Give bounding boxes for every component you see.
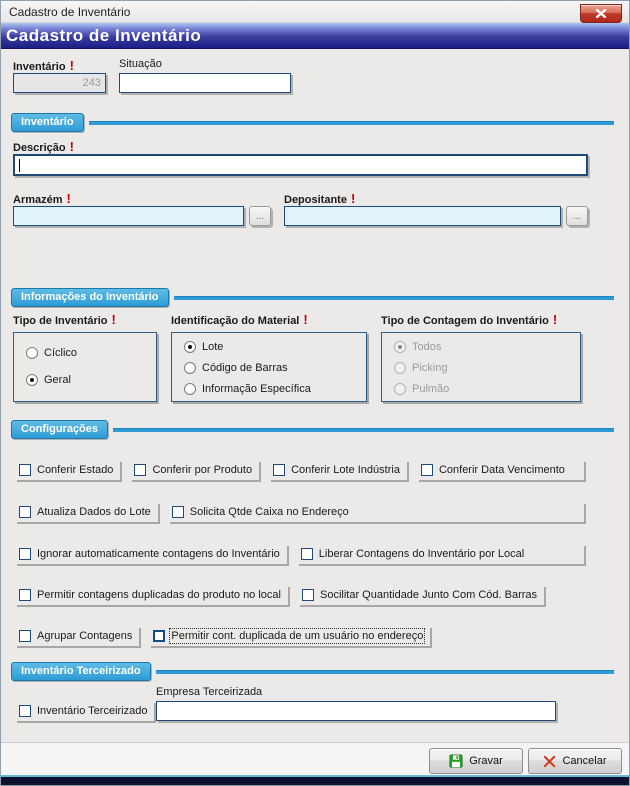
required-icon: !	[350, 191, 356, 206]
close-button[interactable]	[580, 4, 622, 23]
required-icon: !	[66, 191, 71, 206]
depositante-field[interactable]	[284, 206, 561, 226]
checkbox-icon	[134, 464, 146, 476]
checkbox-permitir-contagens-duplicadas[interactable]: Permitir contagens duplicadas do produto no local	[15, 585, 288, 605]
required-icon: !	[111, 312, 116, 327]
radio-option-codigo-barras[interactable]: Código de Barras	[184, 362, 288, 374]
checkbox-icon	[19, 705, 31, 717]
radio-option-ciclico[interactable]: Cíclico	[26, 347, 77, 359]
text-caret	[19, 159, 20, 172]
section-informacoes	[11, 288, 614, 307]
depositante-label: Depositante !	[284, 191, 356, 206]
armazem-browse-button[interactable]: ...	[249, 206, 271, 226]
checkbox-ignorar-contagens[interactable]: Ignorar automaticamente contagens do Inventário	[15, 544, 287, 564]
checkbox-conferir-data-vencimento[interactable]: Conferir Data Vencimento	[417, 460, 584, 480]
radio-option-informacao-especifica[interactable]: Informação Específica	[184, 383, 311, 395]
checkbox-icon	[172, 506, 184, 518]
checkbox-icon	[153, 630, 165, 642]
section-informacoes-chip: Informações do Inventário	[11, 288, 169, 307]
section-terceirizado-chip: Inventário Terceirizado	[11, 662, 151, 681]
checkbox-liberar-contagens-local[interactable]: Liberar Contagens do Inventário por Local	[297, 544, 584, 564]
checkbox-icon	[19, 630, 31, 642]
radio-option-pulmao: Pulmão	[394, 383, 449, 395]
checkbox-icon	[301, 548, 313, 560]
section-inventario-chip: Inventário	[11, 113, 84, 132]
empresa-terceirizada-field[interactable]	[156, 701, 556, 721]
checkbox-conferir-por-produto[interactable]: Conferir por Produto	[130, 460, 259, 480]
radio-icon	[26, 374, 38, 386]
radio-icon	[184, 362, 196, 374]
config-row-5	[15, 626, 584, 646]
radio-icon	[394, 362, 406, 374]
tipo-inventario-group	[13, 332, 157, 402]
identificacao-material-group	[171, 332, 367, 402]
radio-icon	[184, 383, 196, 395]
page-title: Cadastro de Inventário	[6, 25, 202, 45]
checkbox-atualiza-dados-lote[interactable]: Atualiza Dados do Lote	[15, 502, 158, 522]
checkbox-solicita-qtde-caixa[interactable]: Solicita Qtde Caixa no Endereço	[168, 502, 584, 522]
checkbox-inventario-terceirizado[interactable]: Inventário Terceirizado	[15, 701, 154, 721]
checkbox-icon	[19, 589, 31, 601]
armazem-label: Armazém !	[13, 191, 71, 206]
checkbox-icon	[302, 589, 314, 601]
section-configuracoes-chip: Configurações	[11, 420, 108, 439]
section-configuracoes	[11, 420, 614, 439]
tipo-contagem-label: Tipo de Contagem do Inventário !	[381, 312, 558, 327]
checkbox-icon	[273, 464, 285, 476]
title-bar	[1, 1, 629, 23]
inventario-label: Inventário !	[13, 58, 74, 73]
required-icon: !	[552, 312, 558, 327]
descricao-label: Descrição !	[13, 139, 74, 154]
config-row-3	[15, 544, 584, 564]
section-inventario	[11, 113, 614, 132]
empresa-terceirizada-label: Empresa Terceirizada	[156, 686, 263, 698]
radio-option-picking: Picking	[394, 362, 447, 374]
radio-icon	[394, 383, 406, 395]
situacao-field[interactable]	[119, 73, 291, 93]
section-rule	[156, 670, 614, 674]
checkbox-icon	[19, 548, 31, 560]
radio-icon	[394, 341, 406, 353]
window-bottom-strip	[1, 775, 629, 785]
armazem-field[interactable]	[13, 206, 244, 226]
radio-icon	[26, 347, 38, 359]
checkbox-icon	[19, 464, 31, 476]
checkbox-permitir-cont-duplicada-usuario[interactable]: Permitir cont. duplicada de um usuário no endereço	[149, 626, 430, 646]
checkbox-icon	[19, 506, 31, 518]
checkbox-socilitar-quantidade[interactable]: Socilitar Quantidade Junto Com Cód. Barras	[298, 585, 544, 605]
checkbox-conferir-lote-industria[interactable]: Conferir Lote Indústria	[269, 460, 407, 480]
depositante-browse-button[interactable]: ...	[566, 206, 588, 226]
checkbox-icon	[421, 464, 433, 476]
save-button[interactable]: Gravar	[429, 748, 523, 774]
config-row-4	[15, 585, 584, 605]
required-icon: !	[303, 312, 308, 327]
cancel-icon	[543, 755, 556, 768]
inventario-field: 243	[13, 73, 106, 93]
close-icon	[596, 9, 606, 18]
radio-option-todos: Todos	[394, 341, 441, 353]
cancel-button[interactable]: Cancelar	[528, 748, 622, 774]
identificacao-material-label: Identificação do Material !	[171, 312, 308, 327]
footer-bar	[1, 742, 629, 779]
section-rule	[174, 296, 614, 300]
tipo-inventario-label: Tipo de Inventário !	[13, 312, 116, 327]
tipo-contagem-group	[381, 332, 581, 402]
config-row-2	[15, 502, 584, 522]
window-title: Cadastro de Inventário	[9, 4, 131, 19]
required-icon: !	[69, 139, 74, 154]
config-row-1	[15, 460, 584, 480]
checkbox-agrupar-contagens[interactable]: Agrupar Contagens	[15, 626, 139, 646]
radio-icon	[184, 341, 196, 353]
section-rule	[113, 428, 614, 432]
section-rule	[89, 121, 614, 125]
radio-option-lote[interactable]: Lote	[184, 341, 223, 353]
form-header	[1, 23, 629, 49]
descricao-field[interactable]	[13, 154, 588, 176]
checkbox-conferir-estado[interactable]: Conferir Estado	[15, 460, 120, 480]
save-icon	[449, 754, 463, 768]
radio-option-geral[interactable]: Geral	[26, 374, 71, 386]
situacao-label: Situação	[119, 58, 162, 70]
section-terceirizado	[11, 662, 614, 681]
required-icon: !	[69, 58, 74, 73]
